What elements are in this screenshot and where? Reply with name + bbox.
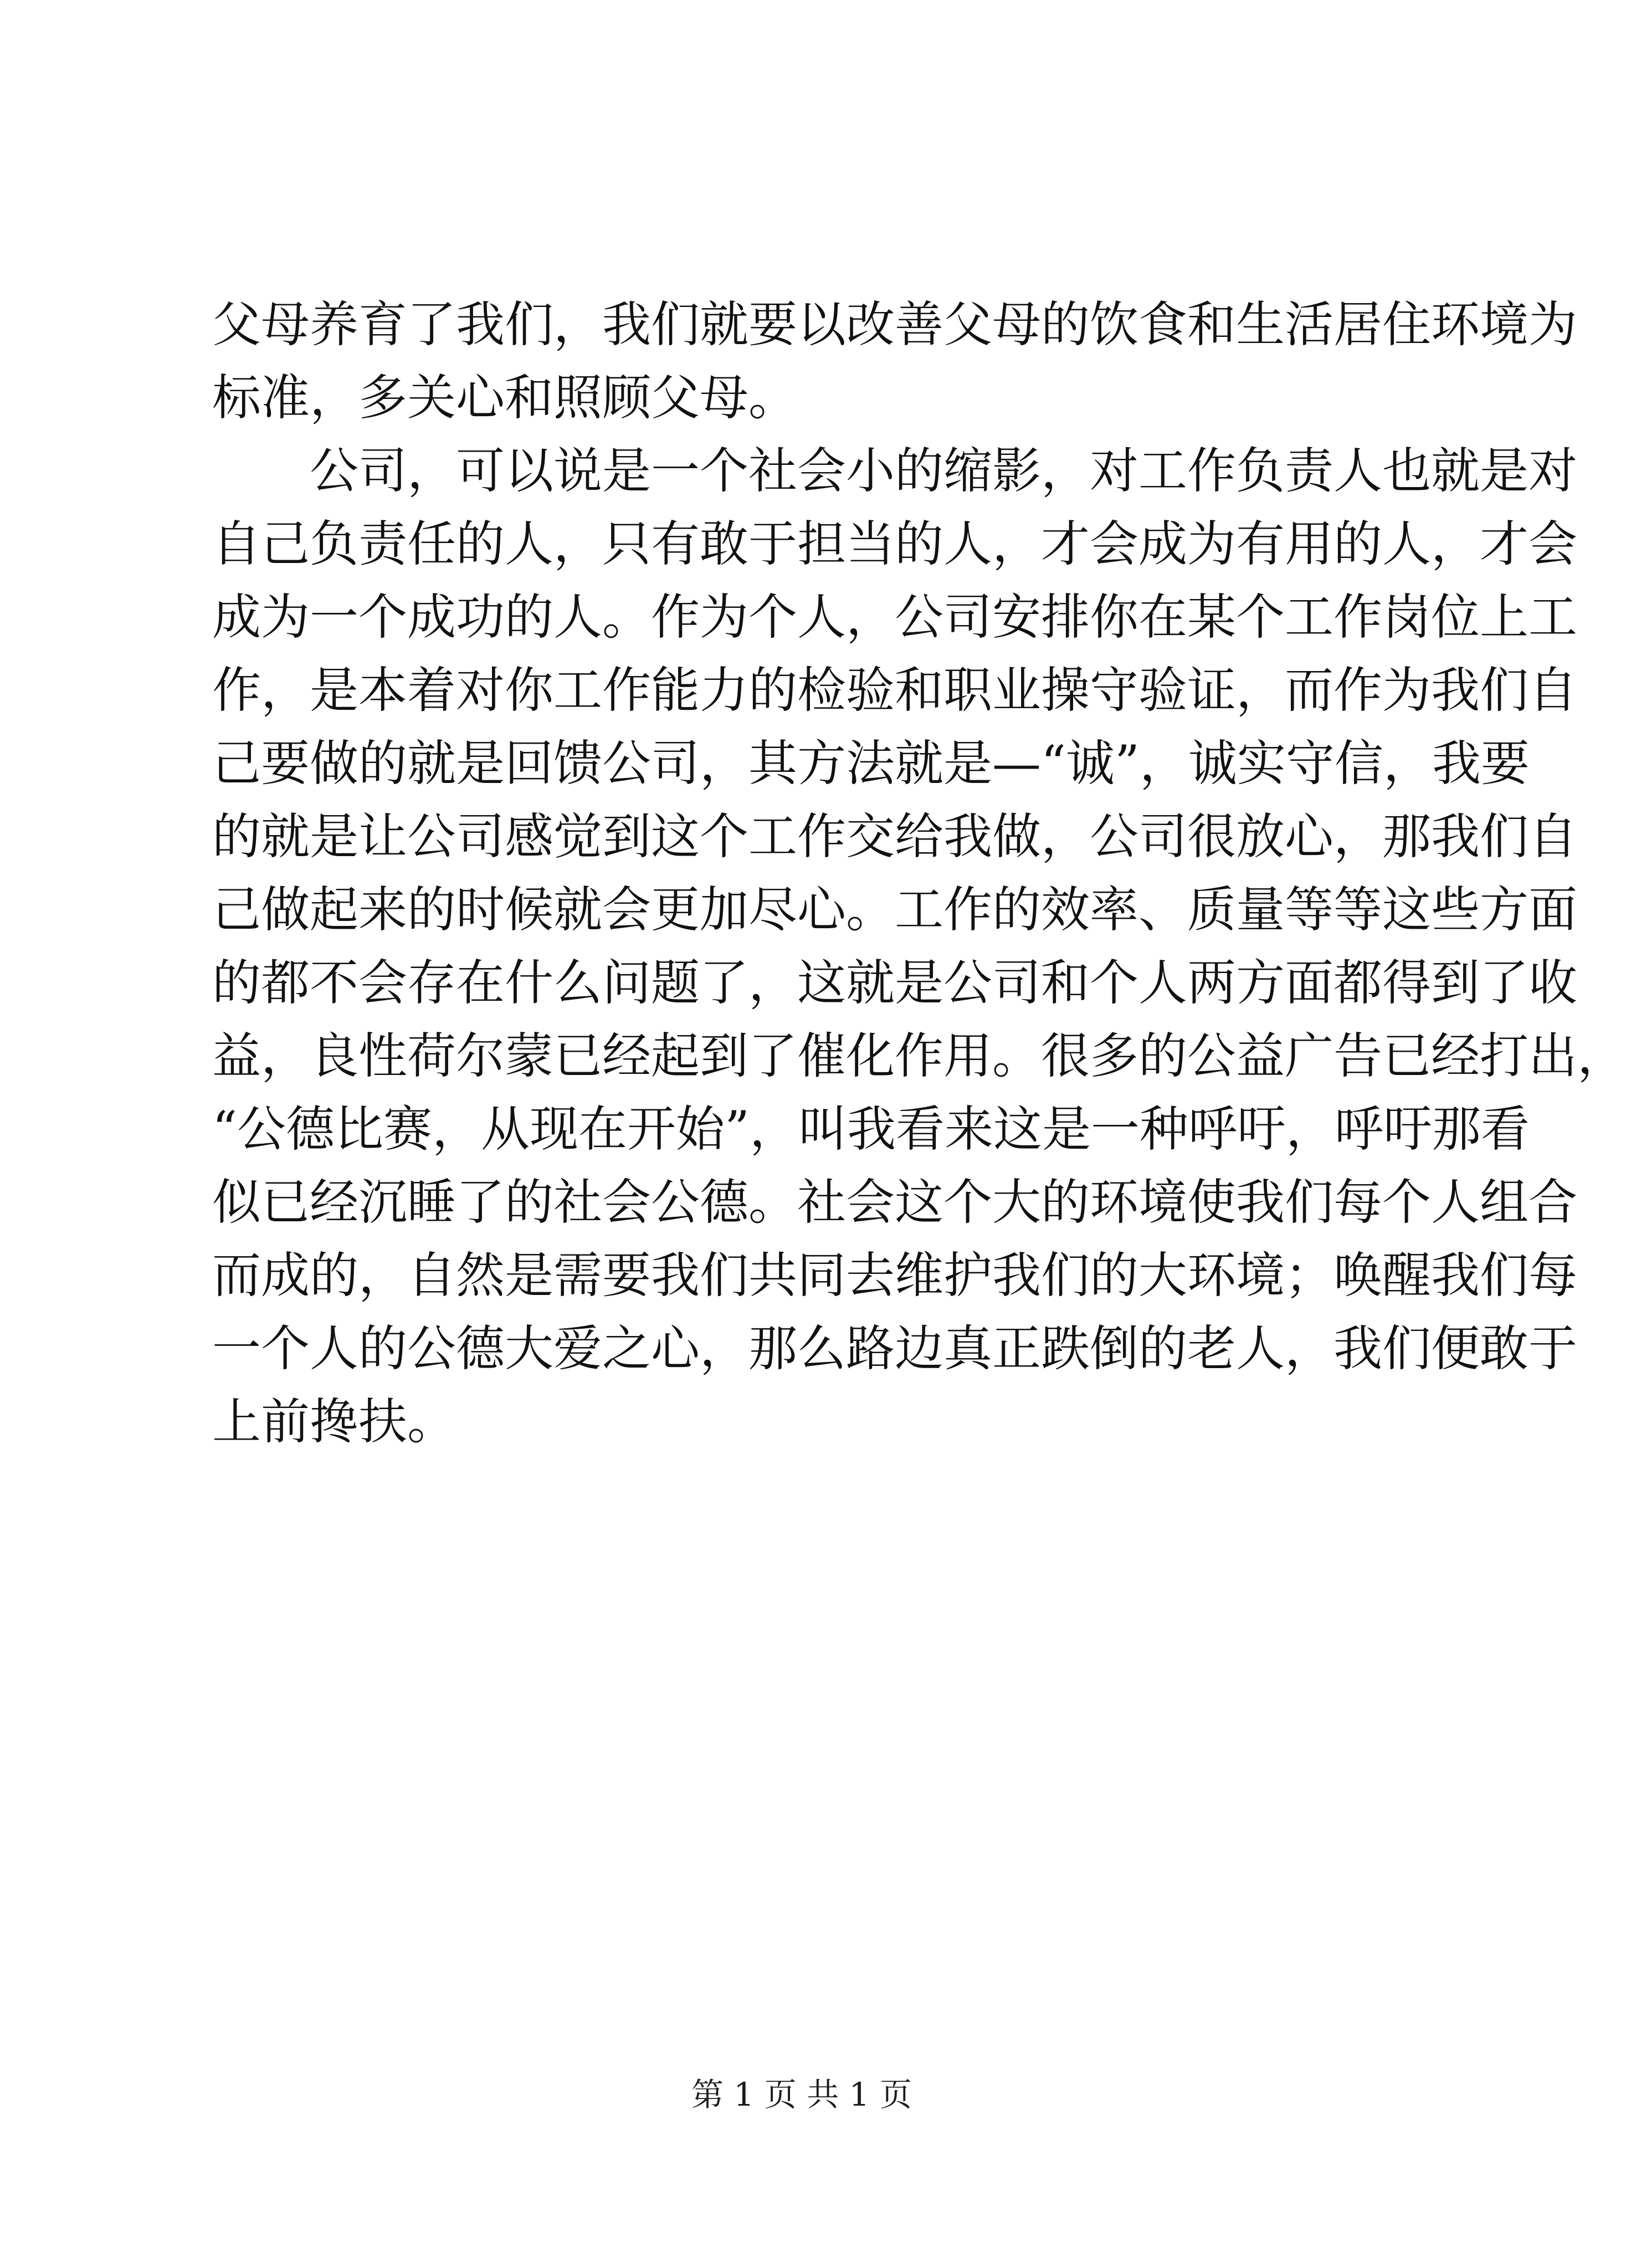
text-line: 一个人的公德大爱之心，那么路边真正跌倒的老人，我们便敢于 [212,1320,1578,1377]
text-line: 公司，可以说是一个社会小的缩影，对工作负责人也就是对 [212,442,1578,499]
text-line: 己做起来的时候就会更加尽心。工作的效率、质量等等这些方面 [212,881,1578,938]
text-line: 而成的，自然是需要我们共同去维护我们的大环境；唤醒我们每 [212,1247,1578,1304]
text-line: 作，是本着对你工作能力的检验和职业操守验证，而作为我们自 [212,662,1578,719]
text-line: 成为一个成功的人。作为个人，公司安排你在某个工作岗位上工 [212,588,1578,646]
text-line: 益，良性荷尔蒙已经起到了催化作用。很多的公益广告已经打出， [212,1027,1626,1084]
text-line: “公德比赛，从现在开始”，叫我看来这是一种呼吁，呼吁那看 [212,1100,1530,1158]
text-line: 己要做的就是回馈公司，其方法就是—“诚”，诚实守信，我要 [212,735,1530,792]
text-line: 上前搀扶。 [212,1393,456,1450]
text-line: 的都不会存在什么问题了，这就是公司和个人两方面都得到了收 [212,954,1578,1011]
text-line: 似已经沉睡了的社会公德。社会这个大的环境使我们每个人组合 [212,1174,1578,1231]
text-line: 父母养育了我们，我们就要以改善父母的饮食和生活居住环境为 [212,296,1578,353]
text-line: 的就是让公司感觉到这个工作交给我做，公司很放心，那我们自 [212,808,1578,865]
document-body [212,288,1626,1458]
page-footer: 第 1 页 共 1 页 [691,2076,912,2113]
text-line: 标准，多关心和照顾父母。 [212,369,798,426]
text-line: 自己负责任的人，只有敢于担当的人，才会成为有用的人，才会 [212,515,1578,572]
